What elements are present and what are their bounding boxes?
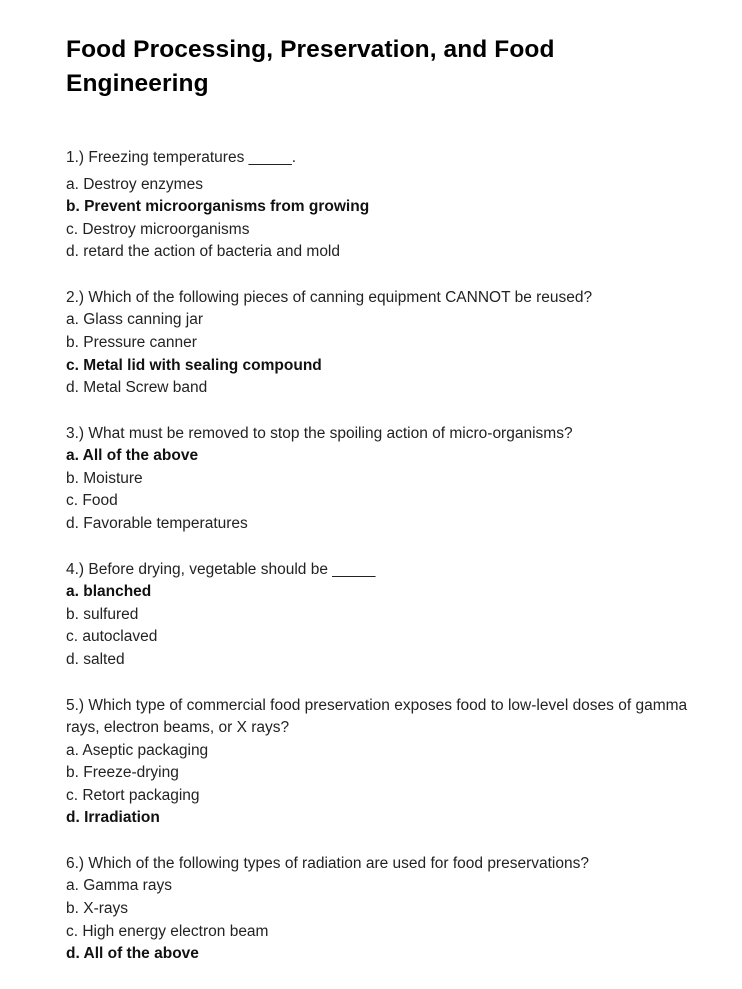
correct-answer-option: a. blanched — [66, 583, 152, 601]
question-stem: 6.) Which of the following types of radiation are used for food preservations? — [66, 854, 589, 872]
answer-option: a. Gamma rays — [66, 877, 172, 895]
answer-option: d. salted — [66, 650, 125, 668]
question-4 — [66, 559, 706, 672]
question-stem: 1.) Freezing temperatures _____. — [66, 149, 297, 166]
answer-option: d. retard the action of bacteria and mold — [66, 243, 340, 261]
answer-option: d. Favorable temperatures — [66, 515, 248, 533]
answer-option: a. Aseptic packaging — [66, 741, 209, 759]
question-stem: 5.) Which type of commercial food preservation exposes food to low-level doses of gamma rays, electron beams, or X rays? — [66, 696, 688, 736]
correct-answer-option: d. Irradiation — [66, 809, 160, 827]
answer-option: c. autoclaved — [66, 628, 158, 646]
answer-option: c. Destroy microorganisms — [66, 220, 250, 238]
answer-option: b. Pressure canner — [66, 333, 197, 351]
correct-answer-option: a. All of the above — [66, 447, 199, 465]
answer-option: c. Food — [66, 492, 118, 510]
answer-option: b. sulfured — [66, 605, 139, 623]
correct-answer-option: d. All of the above — [66, 945, 199, 963]
correct-answer-option: c. Metal lid with sealing compound — [66, 356, 322, 374]
answer-option: a. Glass canning jar — [66, 311, 203, 329]
question-5 — [66, 695, 706, 830]
answer-option: c. High energy electron beam — [66, 922, 269, 940]
question-6 — [66, 853, 706, 966]
question-1 — [66, 147, 706, 264]
question-stem: 2.) Which of the following pieces of canning equipment CANNOT be reused? — [66, 288, 593, 306]
answer-option: b. Moisture — [66, 469, 143, 487]
title-line-1: Food Processing, Preservation, and Food — [66, 36, 555, 63]
document-title — [66, 33, 706, 101]
question-stem: 3.) What must be removed to stop the spoiling action of micro-organisms? — [66, 424, 573, 442]
answer-option: d. Metal Screw band — [66, 379, 208, 397]
correct-answer-option: b. Prevent microorganisms from growing — [66, 198, 370, 216]
question-2 — [66, 287, 706, 400]
answer-option: a. Destroy enzymes — [66, 175, 203, 193]
document-page — [66, 33, 706, 989]
answer-option: b. X-rays — [66, 899, 129, 917]
question-stem: 4.) Before drying, vegetable should be _____ — [66, 560, 376, 578]
question-list — [66, 147, 706, 966]
title-line-2: Engineering — [66, 70, 209, 97]
answer-option: c. Retort packaging — [66, 786, 200, 804]
answer-option: b. Freeze-drying — [66, 764, 179, 782]
question-3 — [66, 423, 706, 536]
